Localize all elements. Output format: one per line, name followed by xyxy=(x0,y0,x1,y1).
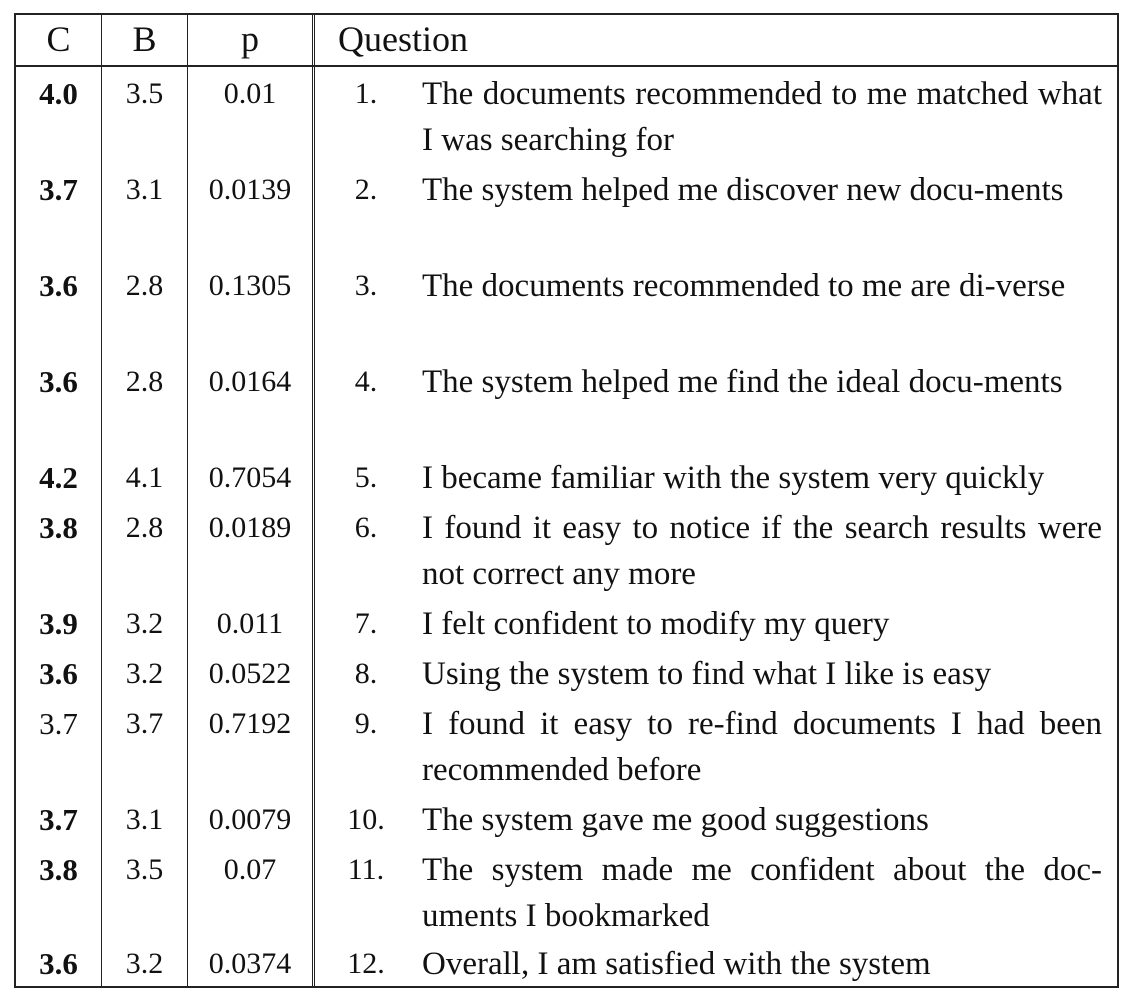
score-b: 3.5 xyxy=(125,853,164,886)
question-text: The documents recommended to me matched what I was searching for xyxy=(422,76,1102,158)
p-value: 0.01 xyxy=(223,77,277,110)
score-b: 3.7 xyxy=(125,707,164,740)
score-c: 4.2 xyxy=(39,460,78,495)
question-number: 10. xyxy=(347,803,385,836)
score-b: 3.1 xyxy=(125,173,164,206)
question-text: I found it easy to notice if the search results were not correct any more xyxy=(422,510,1102,592)
question-number: 2. xyxy=(354,173,378,206)
header-b: B xyxy=(132,19,157,59)
question-number: 4. xyxy=(354,365,378,398)
score-c: 3.7 xyxy=(39,172,78,207)
p-value: 0.0374 xyxy=(208,947,292,980)
question-text: I became familiar with the system very quickly xyxy=(422,460,1045,496)
question-text: The system helped me discover new docu-ments xyxy=(422,172,1064,208)
p-value: 0.1305 xyxy=(208,269,292,302)
question-text: Overall, I am satisfied with the system xyxy=(422,946,931,982)
score-c: 3.8 xyxy=(39,510,78,545)
question-number: 12. xyxy=(347,947,385,980)
question-number: 5. xyxy=(354,461,378,494)
score-c: 3.6 xyxy=(39,268,78,303)
question-text: I found it easy to re-find documents I had been recommended before xyxy=(422,706,1102,788)
question-text: Using the system to find what I like is easy xyxy=(422,656,992,692)
score-c: 3.7 xyxy=(39,706,78,741)
table-header xyxy=(16,15,1117,67)
score-c: 3.6 xyxy=(39,946,78,981)
p-value: 0.7054 xyxy=(208,461,292,494)
question-text: The system gave me good suggestions xyxy=(422,802,929,838)
column-divider-double xyxy=(312,15,315,986)
question-number: 11. xyxy=(347,853,385,886)
p-value: 0.011 xyxy=(216,607,284,640)
score-c: 3.8 xyxy=(39,852,78,887)
score-b: 2.8 xyxy=(125,511,164,544)
p-value: 0.0139 xyxy=(208,173,292,206)
question-number: 6. xyxy=(354,511,378,544)
question-number: 9. xyxy=(354,707,378,740)
score-b: 2.8 xyxy=(125,365,164,398)
score-c: 4.0 xyxy=(39,76,78,111)
results-table xyxy=(14,13,1119,988)
score-c: 3.6 xyxy=(39,364,78,399)
p-value: 0.0164 xyxy=(208,365,292,398)
question-number: 8. xyxy=(354,657,378,690)
question-text: The system made me confident about the doc-uments I bookmarked xyxy=(422,852,1102,934)
score-c: 3.7 xyxy=(39,802,78,837)
score-b: 3.2 xyxy=(125,947,164,980)
score-b: 3.2 xyxy=(125,657,164,690)
score-b: 3.1 xyxy=(125,803,164,836)
score-b: 4.1 xyxy=(125,461,164,494)
question-text: I felt confident to modify my query xyxy=(422,606,890,642)
p-value: 0.07 xyxy=(223,853,277,886)
question-number: 7. xyxy=(354,607,378,640)
p-value: 0.0522 xyxy=(208,657,292,690)
question-text: The documents recommended to me are di-verse xyxy=(422,268,1066,304)
question-text: The system helped me find the ideal docu-ments xyxy=(422,364,1063,400)
score-b: 2.8 xyxy=(125,269,164,302)
score-b: 3.5 xyxy=(125,77,164,110)
p-value: 0.0189 xyxy=(208,511,292,544)
header-question: Question xyxy=(338,19,468,59)
p-value: 0.7192 xyxy=(208,707,292,740)
p-value: 0.0079 xyxy=(208,803,292,836)
score-c: 3.9 xyxy=(39,606,78,641)
question-number: 1. xyxy=(354,77,378,110)
header-c: C xyxy=(46,19,71,59)
score-c: 3.6 xyxy=(39,656,78,691)
question-number: 3. xyxy=(354,269,378,302)
score-b: 3.2 xyxy=(125,607,164,640)
header-p: p xyxy=(241,19,259,59)
